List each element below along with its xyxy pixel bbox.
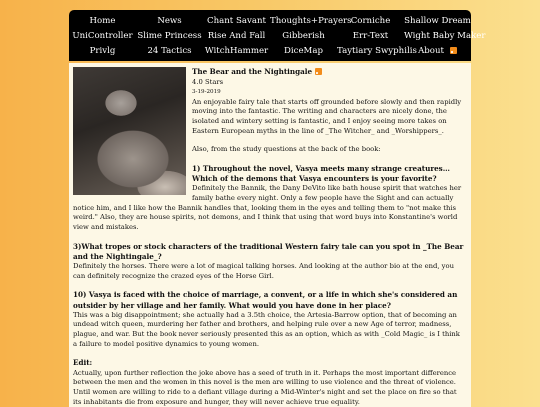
rating: 4.0 Stars — [192, 78, 224, 87]
edit-paragraph: Actually, upon further reflection the joke above has a seed of truth in it. Perhaps the most important difference between the men and the women in this novel is the men are willing to use violence and the threat of violence. Until women are willing to ride to a defiant village during a Mid-Winter's night and set the place on fire so that its inhabitants die from exposure and hunger, they will never achieve true equality. — [73, 368, 457, 406]
rss-feed-icon[interactable] — [450, 47, 457, 54]
nav-chant-savant[interactable]: Chant Savant — [207, 16, 266, 26]
edit-label: Edit: — [73, 358, 93, 368]
nav-thoughts-prayers[interactable]: Thoughts+Prayers — [270, 16, 352, 26]
nav-24-tactics[interactable]: 24 Tactics — [147, 46, 192, 56]
nav-shallow-dream[interactable]: Shallow Dream — [404, 16, 471, 26]
nav-dicemap[interactable]: DiceMap — [284, 46, 323, 56]
answer-10: This was a big disappointment; she actually had a 3.5th choice, the Artesia-Barrow option, that of becoming an undead witch queen, murdering her father and brothers, and helping rule over a new Age of terror, madness, plague, and war. But the book never seriously presented this as an option, which as with _Cold Magic_ is I think a failure to model positive dynamics to young women. — [73, 310, 460, 348]
nav-row-2 — [69, 29, 486, 44]
nav-gibberish[interactable]: Gibberish — [282, 31, 325, 41]
cat-photo — [73, 67, 186, 195]
question-3: 3)What tropes or stock characters of the traditional Western fairy tale can you spot in _The Bear and the Nightingale_? — [73, 241, 464, 261]
nav-row-1 — [69, 14, 471, 29]
post-date: 3-19-2019 — [192, 88, 221, 95]
question-10: 10) Vasya is faced with the choice of marriage, a convent, or a life in which she's considered an outsider by her village and her family. What would you have done in her place? — [73, 290, 458, 310]
rss-icon[interactable] — [315, 68, 322, 75]
answer-3: Definitely the horses. There were a lot of magical talking horses. And looking at the author bio at the end, you can definitely recognize the crazed eyes of the Horse Girl. — [73, 262, 454, 280]
nav-taytiary-swyphilis[interactable]: Taytiary Swyphilis — [337, 46, 417, 56]
question-1: 1) Throughout the novel, Vasya meets many strange creatures…Which of the demons that Vasya encounters is your favorite? — [192, 164, 450, 184]
top-navigation — [69, 10, 486, 61]
answer-1: Definitely the Bannik, the Dany DeVito like bath house spirit that watches her family bathe every night. Only a few people have the Sight and can actually notice him, and I like how the Bannik handles that, looking them in the eyes and telling them to "not make this weird." Also, they are house spirits, not demons, and I think that using that word buys into Konstantine's world view and mistakes. — [73, 184, 462, 231]
nav-slime-princess[interactable]: Slime Princess — [137, 31, 202, 41]
nav-corniche[interactable]: Corniche — [350, 16, 391, 26]
nav-privlg[interactable]: Privlg — [89, 46, 116, 56]
nav-unicontroller[interactable]: UniController — [72, 31, 133, 41]
nav-row-3 — [69, 44, 471, 59]
study-intro: Also, from the study questions at the back of the book: — [192, 145, 381, 154]
nav-home[interactable]: Home — [89, 16, 116, 26]
page — [69, 10, 486, 406]
nav-witchhammer[interactable]: WitchHammer — [204, 46, 269, 56]
nav-rise-and-fall[interactable]: Rise And Fall — [207, 31, 266, 41]
post-title[interactable]: The Bear and the Nightingale — [192, 67, 313, 76]
nav-about-wrap — [404, 44, 471, 59]
nav-news[interactable]: News — [157, 16, 182, 26]
nav-err-text[interactable]: Err-Text — [352, 31, 389, 41]
nav-wight-baby-maker[interactable]: Wight Baby Maker — [404, 31, 486, 41]
post-content — [69, 63, 471, 407]
intro-paragraph: An enjoyable fairy tale that starts off grounded before slowly and then rapidly moving into the fantastic. The writing and characters are nicely done, the isolated and wintery setting is fantastic, and I enjoy seeing more takes on Eastern European myths in the line of _The Witcher_ and _Worshippers_. — [192, 97, 462, 135]
nav-about[interactable]: About — [418, 46, 444, 56]
